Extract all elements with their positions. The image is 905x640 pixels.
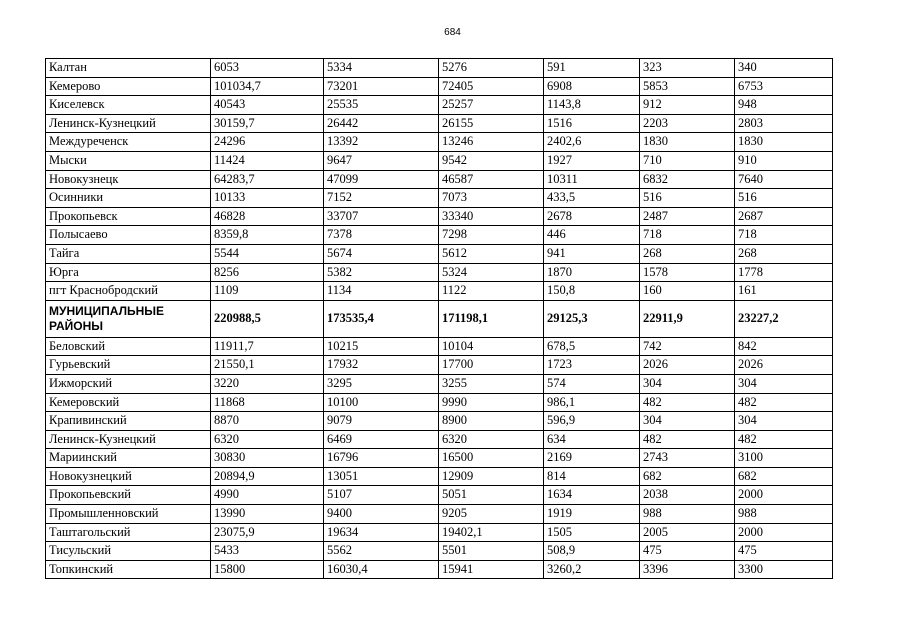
value-cell-col-5: 6832	[640, 170, 735, 189]
value-cell-col-1: 6320	[211, 430, 324, 449]
value-cell-col-3: 9205	[439, 505, 544, 524]
value-cell-col-3: 46587	[439, 170, 544, 189]
value-cell-col-5: 2038	[640, 486, 735, 505]
value-cell-col-4: 1505	[544, 523, 640, 542]
table-row	[46, 244, 833, 263]
value-cell-col-6: 482	[735, 430, 833, 449]
value-cell-col-6: 2000	[735, 523, 833, 542]
value-cell-col-1: 15800	[211, 560, 324, 579]
value-cell-col-4: 591	[544, 59, 640, 78]
row-name-cell: Крапивинский	[46, 412, 211, 431]
table-row	[46, 374, 833, 393]
row-name-cell: пгт Краснобродский	[46, 282, 211, 301]
value-cell-col-3: 17700	[439, 356, 544, 375]
value-cell-col-2: 10215	[324, 337, 439, 356]
value-cell-col-1: 30159,7	[211, 114, 324, 133]
value-cell-col-3: 72405	[439, 77, 544, 96]
row-name-cell: Топкинский	[46, 560, 211, 579]
value-cell-col-6: 516	[735, 189, 833, 208]
row-name-cell: Ленинск-Кузнецкий	[46, 430, 211, 449]
value-cell-col-5: 1830	[640, 133, 735, 152]
value-cell-col-6: 718	[735, 226, 833, 245]
value-cell-col-6: 2687	[735, 207, 833, 226]
value-cell-col-2: 7378	[324, 226, 439, 245]
table-row	[46, 189, 833, 208]
value-cell-col-5: 475	[640, 542, 735, 561]
value-cell-col-2: 19634	[324, 523, 439, 542]
value-cell-col-3: 7298	[439, 226, 544, 245]
table-row	[46, 96, 833, 115]
value-cell-col-2: 1134	[324, 282, 439, 301]
table-row	[46, 449, 833, 468]
value-cell-col-5: 22911,9	[640, 300, 735, 337]
table-row	[46, 467, 833, 486]
value-cell-col-4: 814	[544, 467, 640, 486]
table-row	[46, 356, 833, 375]
row-name-cell: Мариинский	[46, 449, 211, 468]
table-row	[46, 337, 833, 356]
value-cell-col-3: 8900	[439, 412, 544, 431]
value-cell-col-1: 24296	[211, 133, 324, 152]
value-cell-col-6: 340	[735, 59, 833, 78]
value-cell-col-6: 842	[735, 337, 833, 356]
value-cell-col-6: 304	[735, 374, 833, 393]
value-cell-col-2: 5674	[324, 244, 439, 263]
value-cell-col-4: 6908	[544, 77, 640, 96]
value-cell-col-5: 516	[640, 189, 735, 208]
value-cell-col-1: 101034,7	[211, 77, 324, 96]
table-row	[46, 133, 833, 152]
table-row	[46, 560, 833, 579]
value-cell-col-5: 160	[640, 282, 735, 301]
value-cell-col-6: 2026	[735, 356, 833, 375]
value-cell-col-1: 13990	[211, 505, 324, 524]
value-cell-col-6: 475	[735, 542, 833, 561]
value-cell-col-6: 482	[735, 393, 833, 412]
table-row	[46, 412, 833, 431]
value-cell-col-6: 3100	[735, 449, 833, 468]
value-cell-col-4: 3260,2	[544, 560, 640, 579]
value-cell-col-3: 26155	[439, 114, 544, 133]
value-cell-col-2: 7152	[324, 189, 439, 208]
value-cell-col-2: 6469	[324, 430, 439, 449]
value-cell-col-2: 3295	[324, 374, 439, 393]
value-cell-col-3: 10104	[439, 337, 544, 356]
value-cell-col-2: 17932	[324, 356, 439, 375]
value-cell-col-1: 220988,5	[211, 300, 324, 337]
table-row	[46, 151, 833, 170]
value-cell-col-1: 6053	[211, 59, 324, 78]
row-name-cell: Кемеровский	[46, 393, 211, 412]
table-row	[46, 263, 833, 282]
value-cell-col-1: 20894,9	[211, 467, 324, 486]
value-cell-col-4: 29125,3	[544, 300, 640, 337]
row-name-cell: Киселевск	[46, 96, 211, 115]
value-cell-col-4: 508,9	[544, 542, 640, 561]
data-table	[45, 58, 833, 579]
value-cell-col-4: 1143,8	[544, 96, 640, 115]
row-name-cell: Кемерово	[46, 77, 211, 96]
value-cell-col-1: 11424	[211, 151, 324, 170]
value-cell-col-3: 1122	[439, 282, 544, 301]
value-cell-col-2: 10100	[324, 393, 439, 412]
value-cell-col-4: 1634	[544, 486, 640, 505]
value-cell-col-1: 3220	[211, 374, 324, 393]
value-cell-col-4: 2678	[544, 207, 640, 226]
value-cell-col-3: 15941	[439, 560, 544, 579]
value-cell-col-6: 2803	[735, 114, 833, 133]
value-cell-col-3: 6320	[439, 430, 544, 449]
row-name-cell: Полысаево	[46, 226, 211, 245]
value-cell-col-4: 634	[544, 430, 640, 449]
row-name-cell: Ленинск-Кузнецкий	[46, 114, 211, 133]
value-cell-col-5: 710	[640, 151, 735, 170]
value-cell-col-4: 10311	[544, 170, 640, 189]
value-cell-col-6: 304	[735, 412, 833, 431]
table-row	[46, 486, 833, 505]
value-cell-col-6: 682	[735, 467, 833, 486]
value-cell-col-2: 9400	[324, 505, 439, 524]
row-name-cell: Ижморский	[46, 374, 211, 393]
value-cell-col-1: 5544	[211, 244, 324, 263]
table-row	[46, 170, 833, 189]
row-name-cell: Тисульский	[46, 542, 211, 561]
value-cell-col-4: 678,5	[544, 337, 640, 356]
value-cell-col-5: 682	[640, 467, 735, 486]
value-cell-col-2: 73201	[324, 77, 439, 96]
value-cell-col-3: 13246	[439, 133, 544, 152]
value-cell-col-1: 1109	[211, 282, 324, 301]
value-cell-col-2: 9647	[324, 151, 439, 170]
value-cell-col-2: 173535,4	[324, 300, 439, 337]
value-cell-col-2: 5382	[324, 263, 439, 282]
table-body	[46, 59, 833, 579]
value-cell-col-6: 988	[735, 505, 833, 524]
value-cell-col-2: 13392	[324, 133, 439, 152]
table-row	[46, 523, 833, 542]
table-row	[46, 393, 833, 412]
value-cell-col-3: 16500	[439, 449, 544, 468]
value-cell-col-1: 4990	[211, 486, 324, 505]
value-cell-col-4: 941	[544, 244, 640, 263]
row-name-cell: Гурьевский	[46, 356, 211, 375]
value-cell-col-3: 5276	[439, 59, 544, 78]
value-cell-col-6: 1778	[735, 263, 833, 282]
value-cell-col-6: 161	[735, 282, 833, 301]
value-cell-col-4: 574	[544, 374, 640, 393]
value-cell-col-1: 11868	[211, 393, 324, 412]
value-cell-col-6: 7640	[735, 170, 833, 189]
value-cell-col-3: 25257	[439, 96, 544, 115]
value-cell-col-5: 1578	[640, 263, 735, 282]
value-cell-col-4: 2402,6	[544, 133, 640, 152]
table-row	[46, 282, 833, 301]
value-cell-col-3: 3255	[439, 374, 544, 393]
value-cell-col-1: 23075,9	[211, 523, 324, 542]
value-cell-col-1: 8359,8	[211, 226, 324, 245]
section-total-row	[46, 300, 833, 337]
value-cell-col-4: 1927	[544, 151, 640, 170]
table-row	[46, 542, 833, 561]
value-cell-col-2: 9079	[324, 412, 439, 431]
value-cell-col-3: 19402,1	[439, 523, 544, 542]
row-name-cell: Междуреченск	[46, 133, 211, 152]
value-cell-col-2: 25535	[324, 96, 439, 115]
value-cell-col-2: 5334	[324, 59, 439, 78]
row-name-cell: Осинники	[46, 189, 211, 208]
value-cell-col-6: 2000	[735, 486, 833, 505]
value-cell-col-1: 10133	[211, 189, 324, 208]
value-cell-col-3: 33340	[439, 207, 544, 226]
value-cell-col-4: 1723	[544, 356, 640, 375]
value-cell-col-3: 7073	[439, 189, 544, 208]
value-cell-col-5: 482	[640, 393, 735, 412]
value-cell-col-1: 40543	[211, 96, 324, 115]
row-name-cell: Калтан	[46, 59, 211, 78]
value-cell-col-4: 433,5	[544, 189, 640, 208]
table-row	[46, 207, 833, 226]
row-name-cell: Беловский	[46, 337, 211, 356]
value-cell-col-3: 5612	[439, 244, 544, 263]
value-cell-col-5: 988	[640, 505, 735, 524]
value-cell-col-6: 3300	[735, 560, 833, 579]
value-cell-col-5: 323	[640, 59, 735, 78]
value-cell-col-1: 11911,7	[211, 337, 324, 356]
row-name-cell: Юрга	[46, 263, 211, 282]
value-cell-col-3: 171198,1	[439, 300, 544, 337]
value-cell-col-2: 13051	[324, 467, 439, 486]
value-cell-col-4: 1919	[544, 505, 640, 524]
value-cell-col-5: 2026	[640, 356, 735, 375]
value-cell-col-5: 482	[640, 430, 735, 449]
value-cell-col-2: 26442	[324, 114, 439, 133]
value-cell-col-2: 5107	[324, 486, 439, 505]
value-cell-col-3: 12909	[439, 467, 544, 486]
value-cell-col-3: 9542	[439, 151, 544, 170]
value-cell-col-5: 2487	[640, 207, 735, 226]
value-cell-col-4: 2169	[544, 449, 640, 468]
table-row	[46, 505, 833, 524]
value-cell-col-6: 268	[735, 244, 833, 263]
value-cell-col-2: 16796	[324, 449, 439, 468]
row-name-cell: Мыски	[46, 151, 211, 170]
table-row	[46, 77, 833, 96]
value-cell-col-5: 2005	[640, 523, 735, 542]
value-cell-col-5: 742	[640, 337, 735, 356]
value-cell-col-6: 6753	[735, 77, 833, 96]
page-number: 684	[444, 27, 461, 38]
value-cell-col-1: 5433	[211, 542, 324, 561]
row-name-cell: Промышленновский	[46, 505, 211, 524]
value-cell-col-6: 910	[735, 151, 833, 170]
row-name-cell: Прокопьевский	[46, 486, 211, 505]
value-cell-col-1: 21550,1	[211, 356, 324, 375]
value-cell-col-1: 64283,7	[211, 170, 324, 189]
value-cell-col-5: 304	[640, 374, 735, 393]
value-cell-col-2: 16030,4	[324, 560, 439, 579]
value-cell-col-6: 1830	[735, 133, 833, 152]
value-cell-col-5: 2203	[640, 114, 735, 133]
value-cell-col-5: 912	[640, 96, 735, 115]
value-cell-col-1: 46828	[211, 207, 324, 226]
value-cell-col-4: 596,9	[544, 412, 640, 431]
table-row	[46, 59, 833, 78]
value-cell-col-1: 8256	[211, 263, 324, 282]
value-cell-col-3: 5501	[439, 542, 544, 561]
value-cell-col-5: 5853	[640, 77, 735, 96]
row-name-cell: Новокузнецкий	[46, 467, 211, 486]
table-row	[46, 430, 833, 449]
value-cell-col-4: 986,1	[544, 393, 640, 412]
row-name-cell: МУНИЦИПАЛЬНЫЕ РАЙОНЫ	[46, 300, 211, 337]
value-cell-col-5: 304	[640, 412, 735, 431]
value-cell-col-4: 1870	[544, 263, 640, 282]
value-cell-col-5: 2743	[640, 449, 735, 468]
row-name-cell: Таштагольский	[46, 523, 211, 542]
row-name-cell: Тайга	[46, 244, 211, 263]
value-cell-col-6: 948	[735, 96, 833, 115]
row-name-cell: Новокузнецк	[46, 170, 211, 189]
value-cell-col-2: 47099	[324, 170, 439, 189]
value-cell-col-3: 5324	[439, 263, 544, 282]
value-cell-col-3: 9990	[439, 393, 544, 412]
value-cell-col-2: 5562	[324, 542, 439, 561]
table-row	[46, 226, 833, 245]
table-row	[46, 114, 833, 133]
row-name-cell: Прокопьевск	[46, 207, 211, 226]
value-cell-col-1: 8870	[211, 412, 324, 431]
value-cell-col-4: 1516	[544, 114, 640, 133]
value-cell-col-3: 5051	[439, 486, 544, 505]
value-cell-col-2: 33707	[324, 207, 439, 226]
value-cell-col-6: 23227,2	[735, 300, 833, 337]
value-cell-col-5: 718	[640, 226, 735, 245]
value-cell-col-5: 268	[640, 244, 735, 263]
value-cell-col-1: 30830	[211, 449, 324, 468]
value-cell-col-5: 3396	[640, 560, 735, 579]
value-cell-col-4: 446	[544, 226, 640, 245]
value-cell-col-4: 150,8	[544, 282, 640, 301]
